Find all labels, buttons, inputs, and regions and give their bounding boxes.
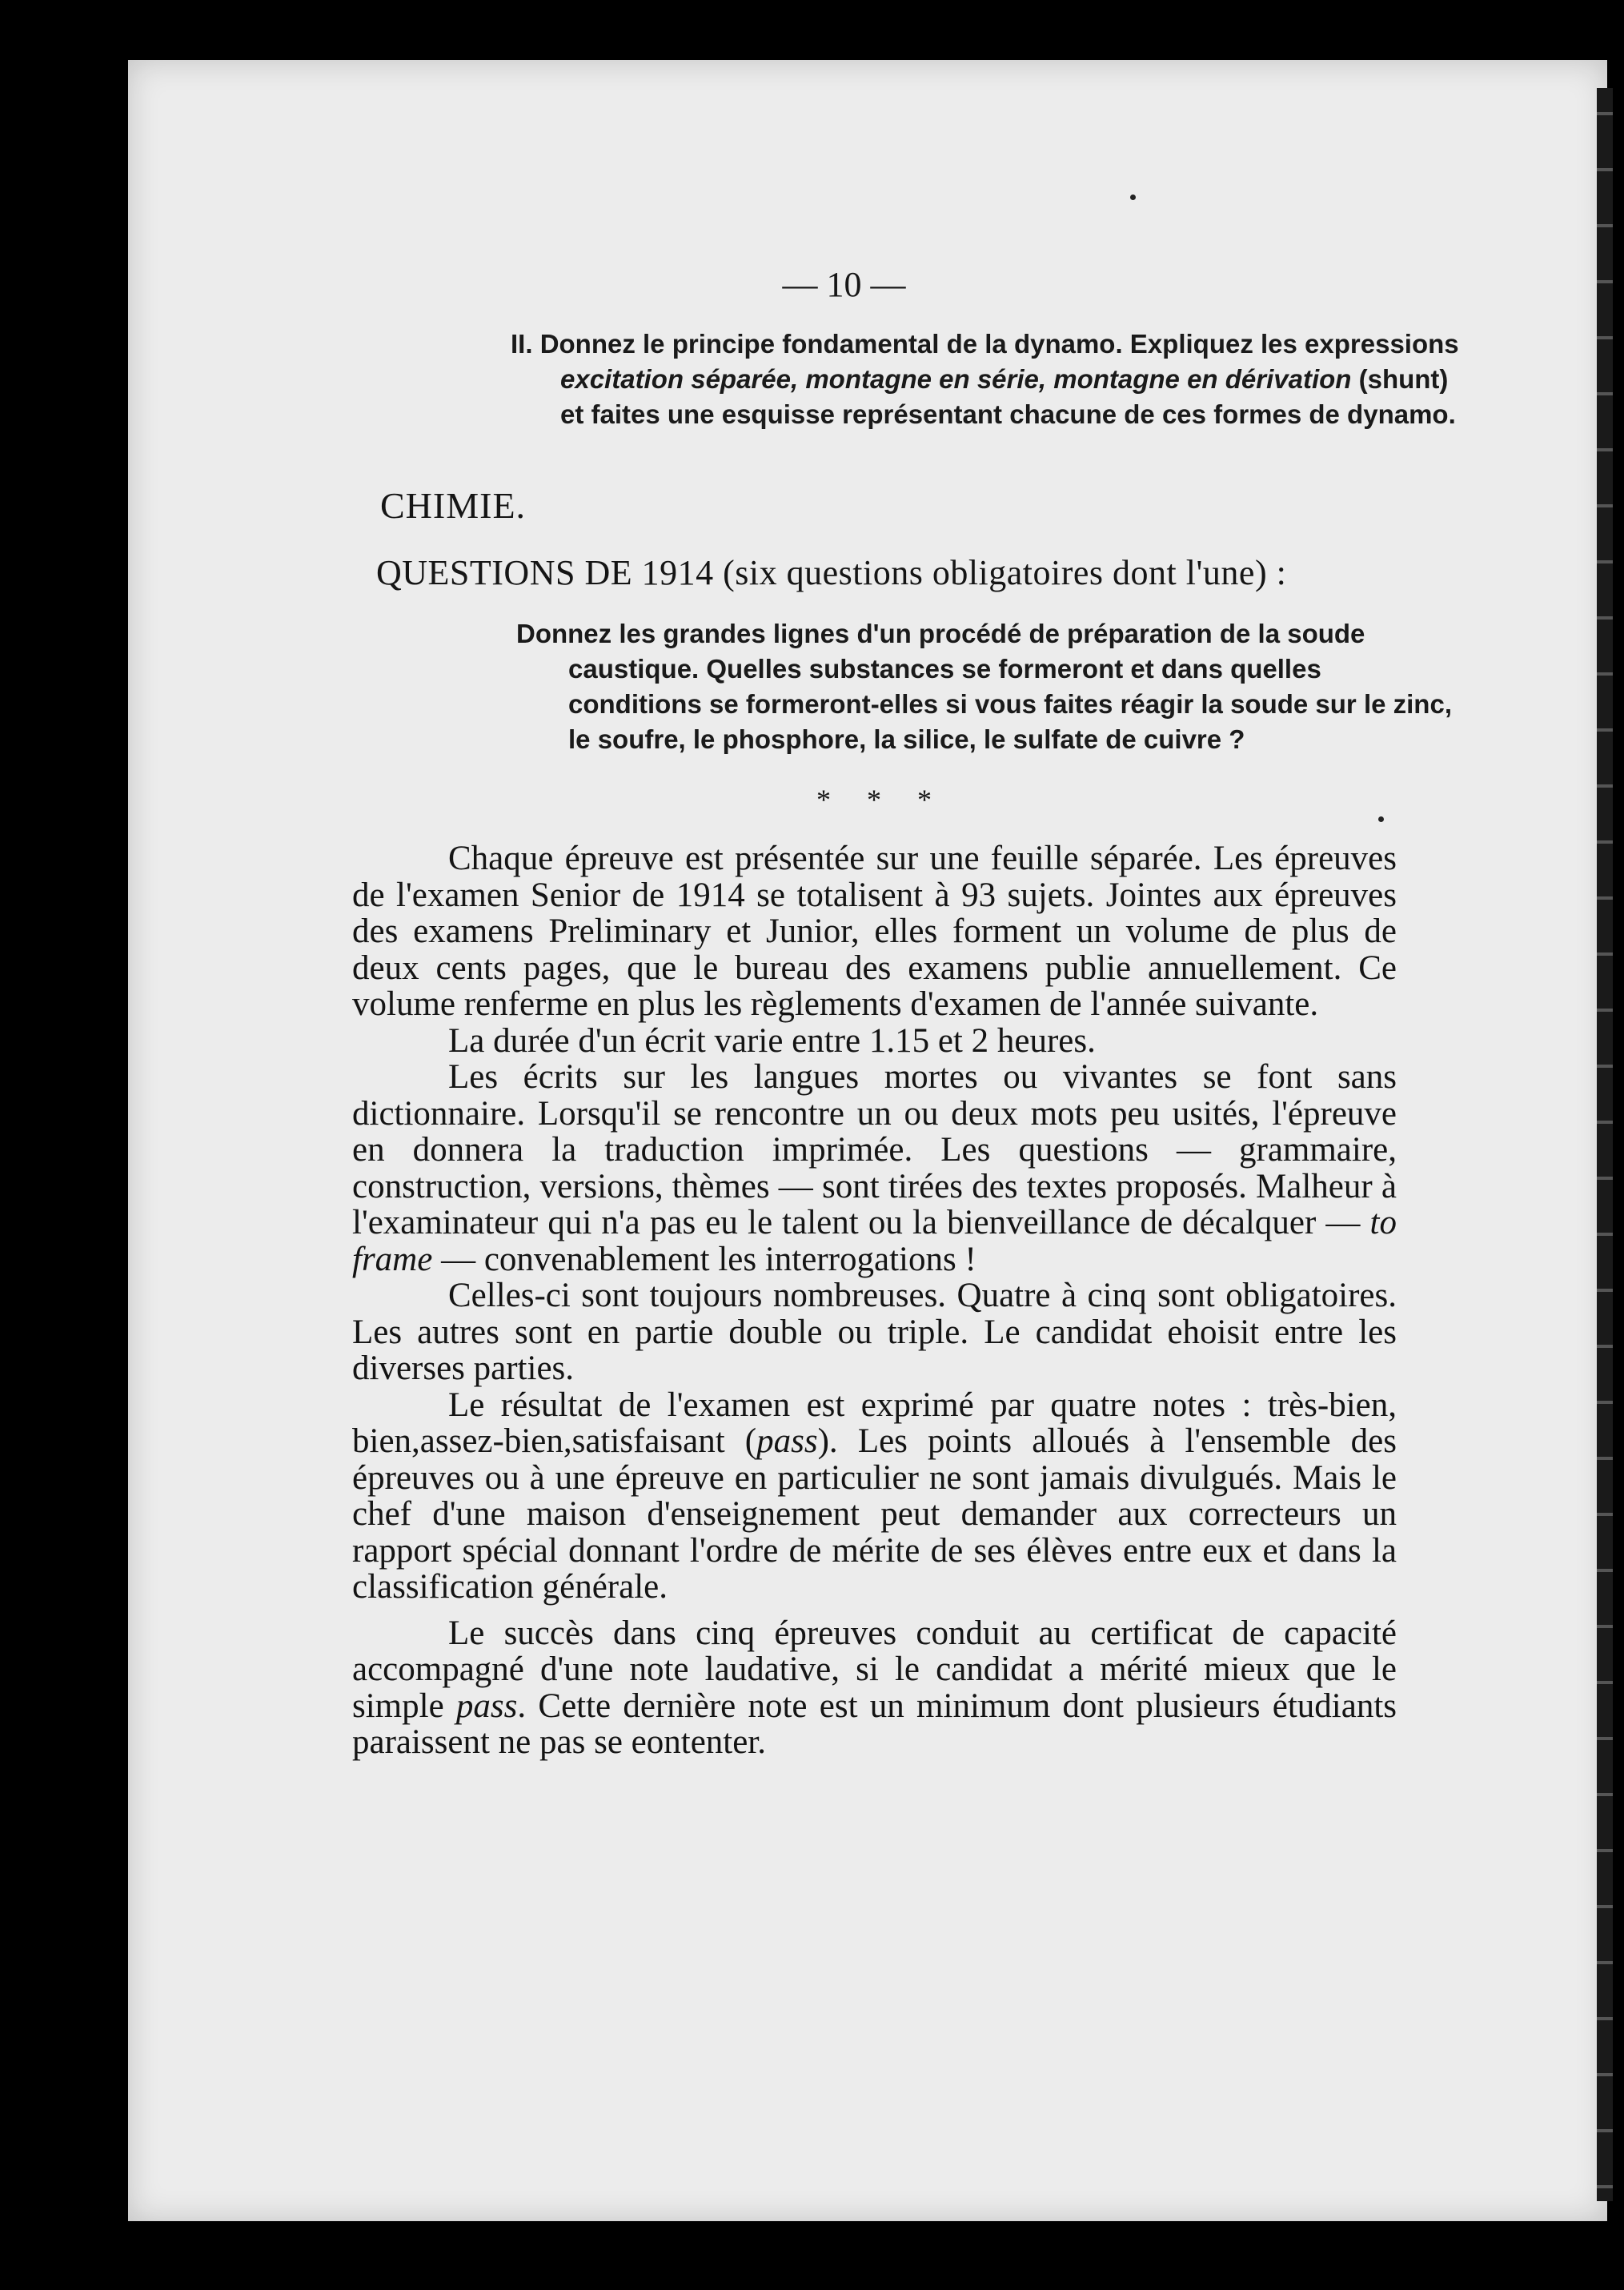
speck-mark	[1378, 816, 1384, 822]
paragraph	[352, 1387, 1397, 1606]
page-number: — 10 —	[782, 265, 906, 304]
paragraph-text: — convenablement les interrogations !	[432, 1240, 976, 1278]
section-separator: * * *	[816, 784, 932, 816]
page-edge-shadow	[1597, 88, 1613, 2201]
question-text-end: (shunt) et faites une esquisse représentant chacune de ces formes de dynamo.	[560, 364, 1456, 429]
section-heading-chimie: CHIMIE.	[380, 485, 527, 526]
body-text	[352, 840, 1397, 1761]
paragraph: Celles-ci sont toujours nombreuses. Quatre à cinq sont obligatoires. Les autres sont en partie double ou triple. Le candidat ehoisit entre les diverses parties.	[352, 1277, 1397, 1387]
paragraph-text: Les écrits sur les langues mortes ou vivantes se font sans dictionnaire. Lorsqu'il se rencontre un ou deux mots peu usités, l'épreuve en donnera la traduction imprimée. Les questions — grammaire, construction, versions, thèmes — sont tirées des textes proposés. Malheur à l'examinateur qui n'a pas eu le talent ou la bienveillance de décalquer —	[352, 1058, 1397, 1241]
paragraph: La durée d'un écrit varie entre 1.15 et 2 heures.	[448, 1021, 1096, 1060]
question-text: Donnez le principe fondamental de la dynamo. Expliquez les expressions	[539, 329, 1459, 359]
paragraph-italic: pass	[455, 1686, 518, 1725]
speck-mark	[1130, 195, 1136, 200]
paragraph-text: Le résultat de l'examen est exprimé par quatre notes : très-bien, bien,assez-bien,satisfaisant (	[352, 1386, 1397, 1460]
question-number: II.	[511, 329, 533, 359]
question-2	[511, 327, 1465, 432]
question-italic-terms: excitation séparée, montagne en série, montagne en dérivation	[560, 364, 1352, 394]
paragraph: Chaque épreuve est présentée sur une feuille séparée. Les épreuves de l'examen Senior de 1914 se totalisent à 93 sujets. Jointes aux épreuves des examens Preliminary et Junior, elles forment un volume de plus de deux cents pages, que le bureau des examens publie annuellement. Ce volume renferme en plus les règlements d'examen de l'année suivante.	[352, 840, 1397, 1023]
questions-heading: QUESTIONS DE 1914 (six questions obligatoires dont l'une) :	[376, 553, 1287, 592]
paragraph	[352, 1059, 1397, 1277]
paragraph-text: ). Les points alloués à l'ensemble des épreuves ou à une épreuve en particulier ne sont jamais divulgués. Mais le chef d'une maison d'enseignement peut demander aux correcteurs un rapport spécial donnant l'ordre de mérite de ses élèves entre eux et dans la classification générale.	[352, 1422, 1397, 1606]
paragraph	[352, 1615, 1397, 1761]
paragraph-text: Le succès dans cinq épreuves conduit au certificat de capacité accompagné d'une note laudative, si le candidat a mérité mieux que le simple	[352, 1614, 1397, 1725]
chemistry-question: Donnez les grandes lignes d'un procédé de préparation de la soude caustique. Quelles substances se formeront et dans quelles conditions se formeront-elles si vous faites réagir la soude sur le zinc, le soufre, le phosphore, la silice, le sulfate de cuivre ?	[516, 619, 1452, 754]
paragraph-italic: to frame	[352, 1204, 1397, 1278]
paragraph-italic: pass	[756, 1422, 818, 1460]
paragraph-text: . Cette dernière note est un minimum dont plusieurs étudiants paraissent ne pas se eontenter.	[352, 1686, 1397, 1761]
